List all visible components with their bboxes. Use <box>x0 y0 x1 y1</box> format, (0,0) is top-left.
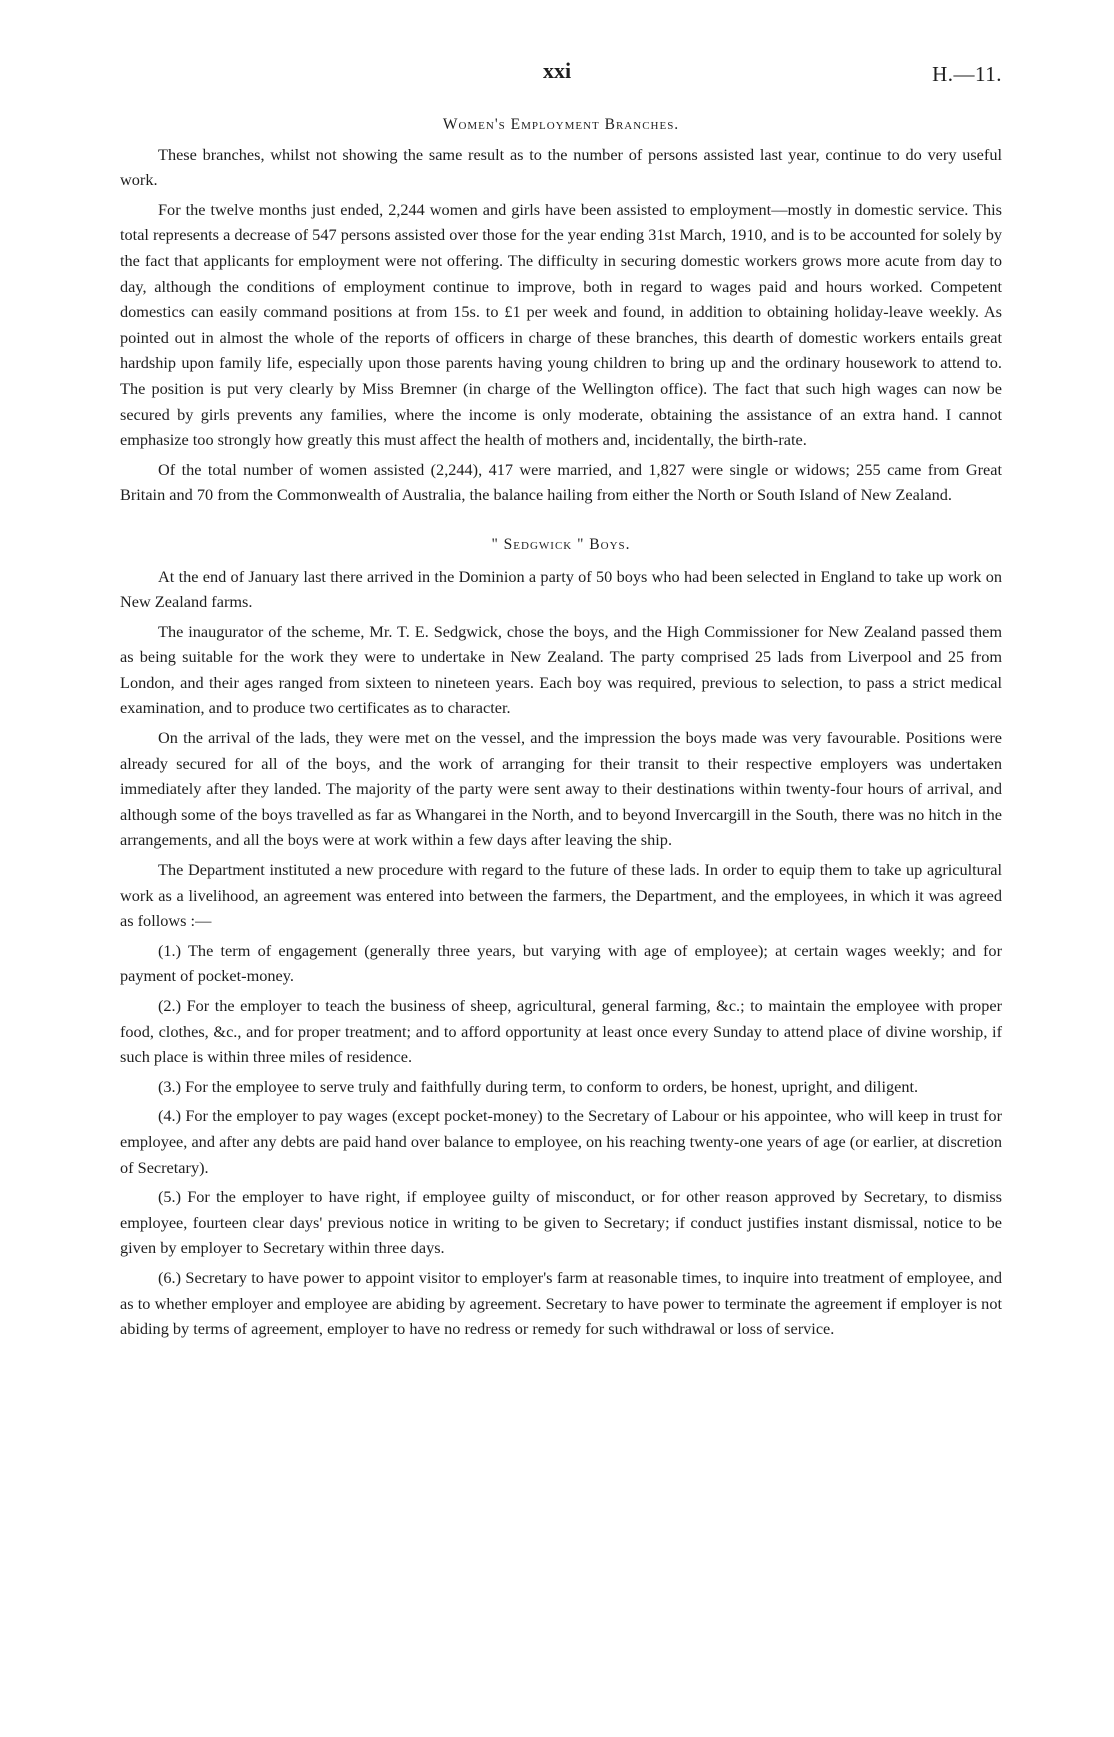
page-body <box>120 112 1002 1346</box>
paragraph: Of the total number of women assisted (2,244), 417 were married, and 1,827 were single or widows; 255 came from Great Britain and 70 from the Commonwealth of Australia, the balance hailing from either the North or South Island of New Zealand. <box>120 459 1002 505</box>
agreement-condition: (2.) For the employer to teach the business of sheep, agricultural, general farming, &c.; to maintain the employee with proper food, clothes, &c., and for proper treatment; and to afford opportunity at least once every Sunday to attend place of divine worship, if such place is within three miles of residence. <box>120 996 1002 1067</box>
agreement-condition: (5.) For the employer to have right, if employee guilty of misconduct, or for other reason approved by Secretary, to dismiss employee, fourteen clear days' previous notice in writing to be given to Secretary; if conduct justifies instant dismissal, notice to be given by employer to Secretary within three days. <box>120 1187 1002 1258</box>
paragraph: The Department instituted a new procedure with regard to the future of these lads. In order to equip them to take up agricultural work as a livelihood, an agreement was entered into between the farmers, the Department, and the employees, in which it was agreed as follows :— <box>120 860 1002 931</box>
page-number: xxi <box>542 58 572 83</box>
agreement-condition: (3.) For the employee to serve truly and faithfully during term, to conform to orders, be honest, upright, and diligent. <box>158 1076 919 1096</box>
paragraph: On the arrival of the lads, they were met on the vessel, and the impression the boys made was very favourable. Positions were already secured for all of the boys, and the work of arranging for their transit to their respective employers was undertaken immediately after they landed. The majority of the party were sent away to their destinations within twenty-four hours of arrival, and although some of the boys travelled as far as Whangarei in the North, and to beyond Invercargill in the South, there was no hitch in the arrangements, and all the boys were at work within a few days after leaving the ship. <box>120 728 1002 850</box>
agreement-condition: (1.) The term of engagement (generally three years, but varying with age of employee); at certain wages weekly; and for payment of pocket-money. <box>120 940 1002 986</box>
section-heading-sedgwick-boys: " Sedgwick " Boys. <box>491 535 631 553</box>
section-heading-womens-employment: Women's Employment Branches. <box>442 116 680 133</box>
paragraph: For the twelve months just ended, 2,244 women and girls have been assisted to employment—mostly in domestic service. This total represents a decrease of 547 persons assisted over those for the year ending 31st March, 1910, and is to be accounted for solely by the fact that applicants for employment were not offering. The difficulty in securing domestic workers grows more acute from day to day, although the conditions of employment continue to improve, both in regard to wages paid and hours worked. Competent domestics can easily command positions at from 15s. to £1 per week and found, in addition to obtaining holiday-leave weekly. As pointed out in almost the whole of the reports of officers in charge of these branches, this dearth of domestic workers entails great hardship upon family life, especially upon those parents having young children to bring up and the ordinary housework to attend to. The position is put very clearly by Miss Bremner (in charge of the Wellington office). The fact that such high wages can now be secured by girls prevents any families, where the income is only moderate, obtaining the assistance of an extra hand. I cannot emphasize too strongly how greatly this must affect the health of mothers and, incidentally, the birth-rate. <box>120 199 1002 450</box>
agreement-condition: (6.) Secretary to have power to appoint visitor to employer's farm at reasonable times, to inquire into treatment of employee, and as to whether employer and employee are abiding by agreement. Secretary to have power to terminate the agreement if employer is not abiding by terms of agreement, employer to have no redress or remedy for such withdrawal or loss of service. <box>120 1267 1002 1339</box>
paragraph: At the end of January last there arrived in the Dominion a party of 50 boys who had been selected in England to take up work on New Zealand farms. <box>120 566 1002 612</box>
paragraph: The inaugurator of the scheme, Mr. T. E. Sedgwick, chose the boys, and the High Commissioner for New Zealand passed them as being suitable for the work they were to undertake in New Zealand. The party comprised 25 lads from Liverpool and 25 from London, and their ages ranged from sixteen to nineteen years. Each boy was required, previous to selection, to pass a strict medical examination, and to produce two certificates as to character. <box>120 621 1002 718</box>
document-reference: H.—11. <box>932 62 1002 86</box>
agreement-condition: (4.) For the employer to pay wages (except pocket-money) to the Secretary of Labour or his appointee, who will keep in trust for employee, and after any debts are paid hand over balance to employee, on his reaching twenty-one years of age (or earlier, at discretion of Secretary). <box>120 1106 1002 1177</box>
paragraph: These branches, whilst not showing the same result as to the number of persons assisted last year, continue to do very useful work. <box>120 144 1002 190</box>
